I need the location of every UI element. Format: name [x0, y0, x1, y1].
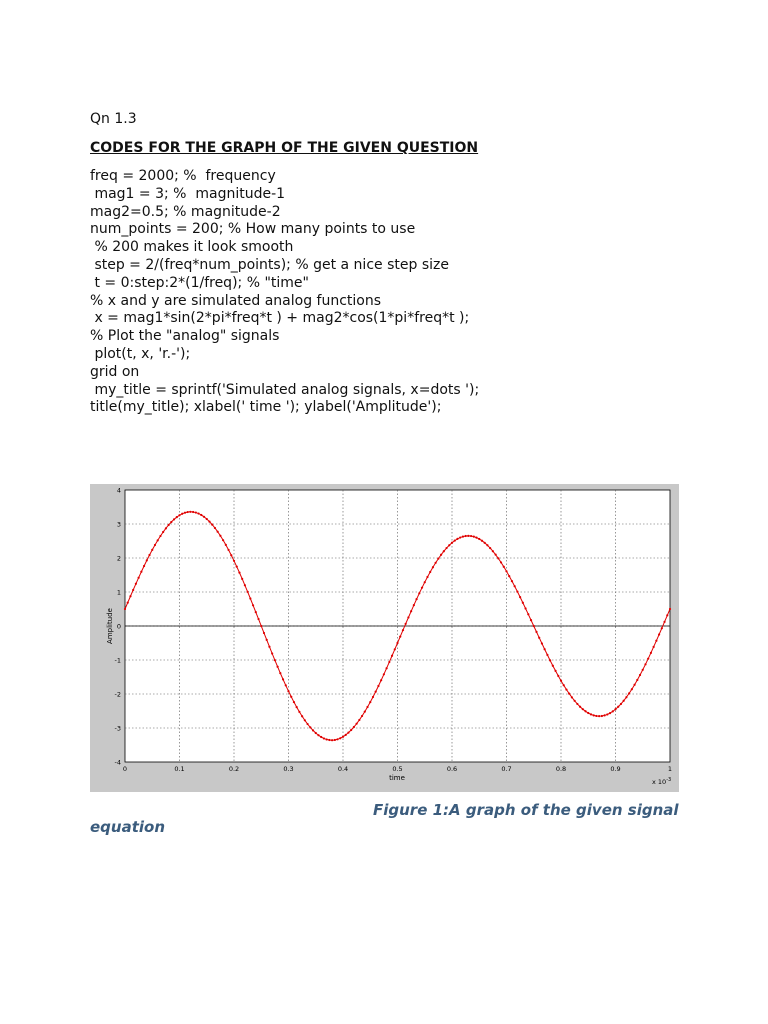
- data-point: [268, 646, 270, 648]
- data-point: [541, 642, 543, 644]
- y-tick-label: 4: [116, 486, 121, 495]
- data-point: [157, 539, 159, 541]
- data-point: [287, 690, 289, 692]
- data-point: [636, 679, 638, 681]
- data-point: [628, 692, 630, 694]
- data-point: [394, 648, 396, 650]
- data-point: [189, 511, 191, 513]
- data-point: [620, 703, 622, 705]
- data-point: [514, 585, 516, 587]
- data-point: [429, 571, 431, 573]
- data-point: [549, 659, 551, 661]
- data-point: [162, 531, 164, 533]
- data-point: [151, 549, 153, 551]
- data-point: [312, 729, 314, 731]
- data-point: [497, 557, 499, 559]
- data-point: [132, 589, 134, 591]
- code-line: x = mag1*sin(2*pi*freq*t ) + mag2*cos(1*pi*freq*t );: [90, 310, 470, 327]
- data-point: [663, 621, 665, 623]
- x-tick-label: 0.1: [174, 765, 185, 773]
- signal-chart: [90, 484, 679, 792]
- data-point: [206, 518, 208, 520]
- data-point: [614, 708, 616, 710]
- data-point: [366, 706, 368, 708]
- data-point: [410, 610, 412, 612]
- data-point: [170, 521, 172, 523]
- code-line: mag2=0.5; % magnitude-2: [90, 203, 281, 220]
- data-point: [527, 613, 529, 615]
- code-line: t = 0:step:2*(1/freq); % "time": [90, 274, 309, 291]
- data-point: [306, 723, 308, 725]
- data-point: [168, 524, 170, 526]
- data-point: [533, 625, 535, 627]
- data-point: [238, 572, 240, 574]
- data-point: [271, 652, 273, 654]
- y-tick-label: -1: [114, 656, 121, 665]
- data-point: [200, 514, 202, 516]
- data-point: [282, 678, 284, 680]
- data-point: [197, 512, 199, 514]
- data-point: [574, 700, 576, 702]
- data-point: [187, 511, 189, 513]
- data-point: [203, 516, 205, 518]
- y-tick-label: 2: [116, 554, 121, 563]
- data-point: [489, 547, 491, 549]
- data-point: [274, 659, 276, 661]
- data-point: [462, 535, 464, 537]
- data-point: [606, 713, 608, 715]
- data-point: [467, 535, 469, 537]
- data-point: [233, 560, 235, 562]
- data-point: [361, 715, 363, 717]
- data-point: [601, 715, 603, 717]
- y-tick-label: 0: [116, 622, 121, 631]
- code-line: step = 2/(freq*num_points); % get a nice step size: [90, 256, 449, 273]
- data-point: [655, 640, 657, 642]
- data-point: [255, 611, 257, 613]
- data-point: [241, 578, 243, 580]
- data-point: [505, 570, 507, 572]
- data-point: [350, 729, 352, 731]
- data-point: [492, 550, 494, 552]
- data-point: [484, 542, 486, 544]
- data-point: [290, 696, 292, 698]
- data-point: [445, 547, 447, 549]
- data-point: [625, 696, 627, 698]
- data-point: [503, 566, 505, 568]
- data-point: [222, 539, 224, 541]
- data-point: [391, 655, 393, 657]
- x-multiplier-exponent: -3: [666, 777, 672, 783]
- data-point: [571, 696, 573, 698]
- data-point: [582, 708, 584, 710]
- data-point: [604, 714, 606, 716]
- data-point: [345, 734, 347, 736]
- code-line: % x and y are simulated analog functions: [90, 292, 382, 309]
- data-point: [415, 598, 417, 600]
- data-point: [315, 732, 317, 734]
- data-point: [375, 691, 377, 693]
- data-point: [524, 607, 526, 609]
- data-point: [418, 592, 420, 594]
- data-point: [317, 734, 319, 736]
- data-point: [459, 536, 461, 538]
- data-point: [478, 538, 480, 540]
- x-multiplier-base: x 10: [652, 778, 667, 786]
- data-point: [192, 511, 194, 513]
- data-point: [323, 737, 325, 739]
- data-point: [609, 712, 611, 714]
- data-point: [309, 726, 311, 728]
- data-point: [565, 688, 567, 690]
- x-tick-label: 0.3: [283, 765, 294, 773]
- data-point: [405, 623, 407, 625]
- data-point: [230, 554, 232, 556]
- data-point: [440, 554, 442, 556]
- data-point: [184, 512, 186, 514]
- data-point: [473, 536, 475, 538]
- data-point: [554, 670, 556, 672]
- figure-image: [90, 484, 679, 792]
- data-point: [225, 544, 227, 546]
- section-heading: CODES FOR THE GRAPH OF THE GIVEN QUESTION: [90, 140, 479, 156]
- data-point: [522, 602, 524, 604]
- data-point: [328, 739, 330, 741]
- data-point: [593, 714, 595, 716]
- data-point: [236, 566, 238, 568]
- data-point: [579, 706, 581, 708]
- data-point: [516, 591, 518, 593]
- data-point: [140, 571, 142, 573]
- data-point: [356, 723, 358, 725]
- code-line: % Plot the "analog" signals: [90, 328, 280, 345]
- data-point: [399, 635, 401, 637]
- data-point: [296, 706, 298, 708]
- data-point: [298, 711, 300, 713]
- data-point: [437, 558, 439, 560]
- data-point: [334, 739, 336, 741]
- data-point: [208, 521, 210, 523]
- data-point: [587, 712, 589, 714]
- data-point: [211, 524, 213, 526]
- y-tick-label: -4: [114, 758, 121, 767]
- y-tick-label: -3: [114, 724, 121, 733]
- x-tick-label: 0.6: [446, 765, 458, 773]
- code-line: freq = 2000; % frequency: [90, 168, 276, 184]
- data-point: [623, 700, 625, 702]
- data-point: [293, 701, 295, 703]
- question-label: Qn 1.3: [90, 111, 137, 127]
- data-point: [552, 665, 554, 667]
- data-point: [481, 540, 483, 542]
- data-point: [435, 562, 437, 564]
- data-point: [244, 584, 246, 586]
- data-point: [557, 675, 559, 677]
- data-point: [475, 537, 477, 539]
- data-point: [407, 616, 409, 618]
- data-point: [165, 527, 167, 529]
- figure-caption-continued: equation: [90, 818, 166, 836]
- data-point: [178, 514, 180, 516]
- data-point: [612, 710, 614, 712]
- data-point: [500, 561, 502, 563]
- data-point: [451, 542, 453, 544]
- data-point: [173, 518, 175, 520]
- data-point: [642, 669, 644, 671]
- x-tick-label: 0: [122, 765, 128, 773]
- data-point: [358, 719, 360, 721]
- code-line: plot(t, x, 'r.-');: [90, 345, 191, 362]
- data-point: [146, 559, 148, 561]
- code-block: [90, 168, 479, 417]
- data-point: [653, 646, 655, 648]
- x-tick-label: 0.8: [555, 765, 567, 773]
- data-point: [658, 633, 660, 635]
- data-point: [432, 566, 434, 568]
- data-point: [214, 527, 216, 529]
- data-point: [647, 658, 649, 660]
- data-point: [426, 576, 428, 578]
- x-tick-label: 0.5: [392, 765, 403, 773]
- data-point: [176, 516, 178, 518]
- data-point: [443, 550, 445, 552]
- data-point: [143, 565, 145, 567]
- x-tick-label: 1: [667, 765, 673, 773]
- data-point: [454, 540, 456, 542]
- x-axis-label: time: [389, 774, 405, 782]
- data-point: [595, 715, 597, 717]
- data-point: [336, 738, 338, 740]
- data-point: [219, 535, 221, 537]
- data-point: [326, 738, 328, 740]
- data-point: [159, 535, 161, 537]
- data-point: [590, 713, 592, 715]
- x-tick-label: 0.7: [501, 765, 512, 773]
- code-line: grid on: [90, 363, 140, 380]
- data-point: [519, 596, 521, 598]
- x-multiplier-label: [652, 777, 671, 786]
- data-point: [402, 629, 404, 631]
- code-line: mag1 = 3; % magnitude-1: [90, 185, 286, 202]
- data-point: [396, 642, 398, 644]
- data-point: [301, 715, 303, 717]
- data-point: [508, 575, 510, 577]
- y-tick-label: 3: [116, 520, 121, 529]
- data-point: [154, 544, 156, 546]
- data-point: [563, 684, 565, 686]
- code-line: title(my_title); xlabel(' time '); ylabel('Amplitude');: [90, 399, 442, 416]
- data-point: [148, 554, 150, 556]
- data-point: [544, 648, 546, 650]
- data-point: [639, 674, 641, 676]
- data-point: [560, 680, 562, 682]
- data-point: [666, 614, 668, 616]
- y-tick-label: 1: [116, 588, 121, 597]
- data-point: [217, 531, 219, 533]
- data-point: [535, 631, 537, 633]
- data-point: [644, 663, 646, 665]
- data-point: [369, 701, 371, 703]
- data-point: [127, 602, 129, 604]
- data-point: [247, 591, 249, 593]
- data-point: [339, 737, 341, 739]
- data-point: [383, 673, 385, 675]
- data-point: [538, 637, 540, 639]
- data-point: [495, 554, 497, 556]
- data-point: [263, 632, 265, 634]
- data-point: [669, 608, 671, 610]
- data-point: [277, 666, 279, 668]
- data-point: [252, 604, 254, 606]
- data-point: [195, 511, 197, 513]
- figure-caption: Figure 1:A graph of the given signal: [373, 801, 679, 819]
- data-point: [342, 736, 344, 738]
- data-point: [448, 544, 450, 546]
- code-line: my_title = sprintf('Simulated analog signals, x=dots ');: [90, 381, 480, 398]
- data-point: [546, 654, 548, 656]
- data-point: [650, 652, 652, 654]
- data-point: [285, 684, 287, 686]
- data-point: [617, 706, 619, 708]
- data-point: [138, 577, 140, 579]
- data-point: [181, 513, 183, 515]
- data-point: [568, 693, 570, 695]
- data-point: [372, 696, 374, 698]
- x-tick-label: 0.9: [610, 765, 621, 773]
- data-point: [364, 711, 366, 713]
- data-point: [530, 619, 532, 621]
- data-point: [331, 739, 333, 741]
- data-point: [257, 618, 259, 620]
- data-point: [424, 581, 426, 583]
- data-point: [124, 608, 126, 610]
- data-point: [631, 688, 633, 690]
- data-point: [421, 587, 423, 589]
- data-point: [129, 595, 131, 597]
- data-point: [353, 726, 355, 728]
- data-point: [260, 625, 262, 627]
- data-point: [584, 710, 586, 712]
- data-point: [320, 736, 322, 738]
- data-point: [266, 639, 268, 641]
- data-point: [386, 667, 388, 669]
- data-point: [347, 732, 349, 734]
- x-tick-label: 0.2: [228, 765, 240, 773]
- data-point: [227, 549, 229, 551]
- data-point: [598, 715, 600, 717]
- data-point: [661, 627, 663, 629]
- data-point: [135, 583, 137, 585]
- data-point: [511, 580, 513, 582]
- y-tick-label: -2: [114, 690, 121, 699]
- data-point: [465, 535, 467, 537]
- data-point: [377, 685, 379, 687]
- data-point: [304, 719, 306, 721]
- data-point: [388, 661, 390, 663]
- data-point: [576, 703, 578, 705]
- data-point: [380, 679, 382, 681]
- code-line: num_points = 200; % How many points to use: [90, 221, 416, 238]
- data-point: [486, 544, 488, 546]
- data-point: [413, 604, 415, 606]
- data-point: [633, 684, 635, 686]
- data-point: [456, 538, 458, 540]
- x-tick-label: 0.4: [337, 765, 349, 773]
- y-axis-label: Amplitude: [106, 608, 114, 644]
- code-line: % 200 makes it look smooth: [90, 239, 294, 256]
- data-point: [279, 672, 281, 674]
- data-point: [249, 597, 251, 599]
- data-point: [470, 535, 472, 537]
